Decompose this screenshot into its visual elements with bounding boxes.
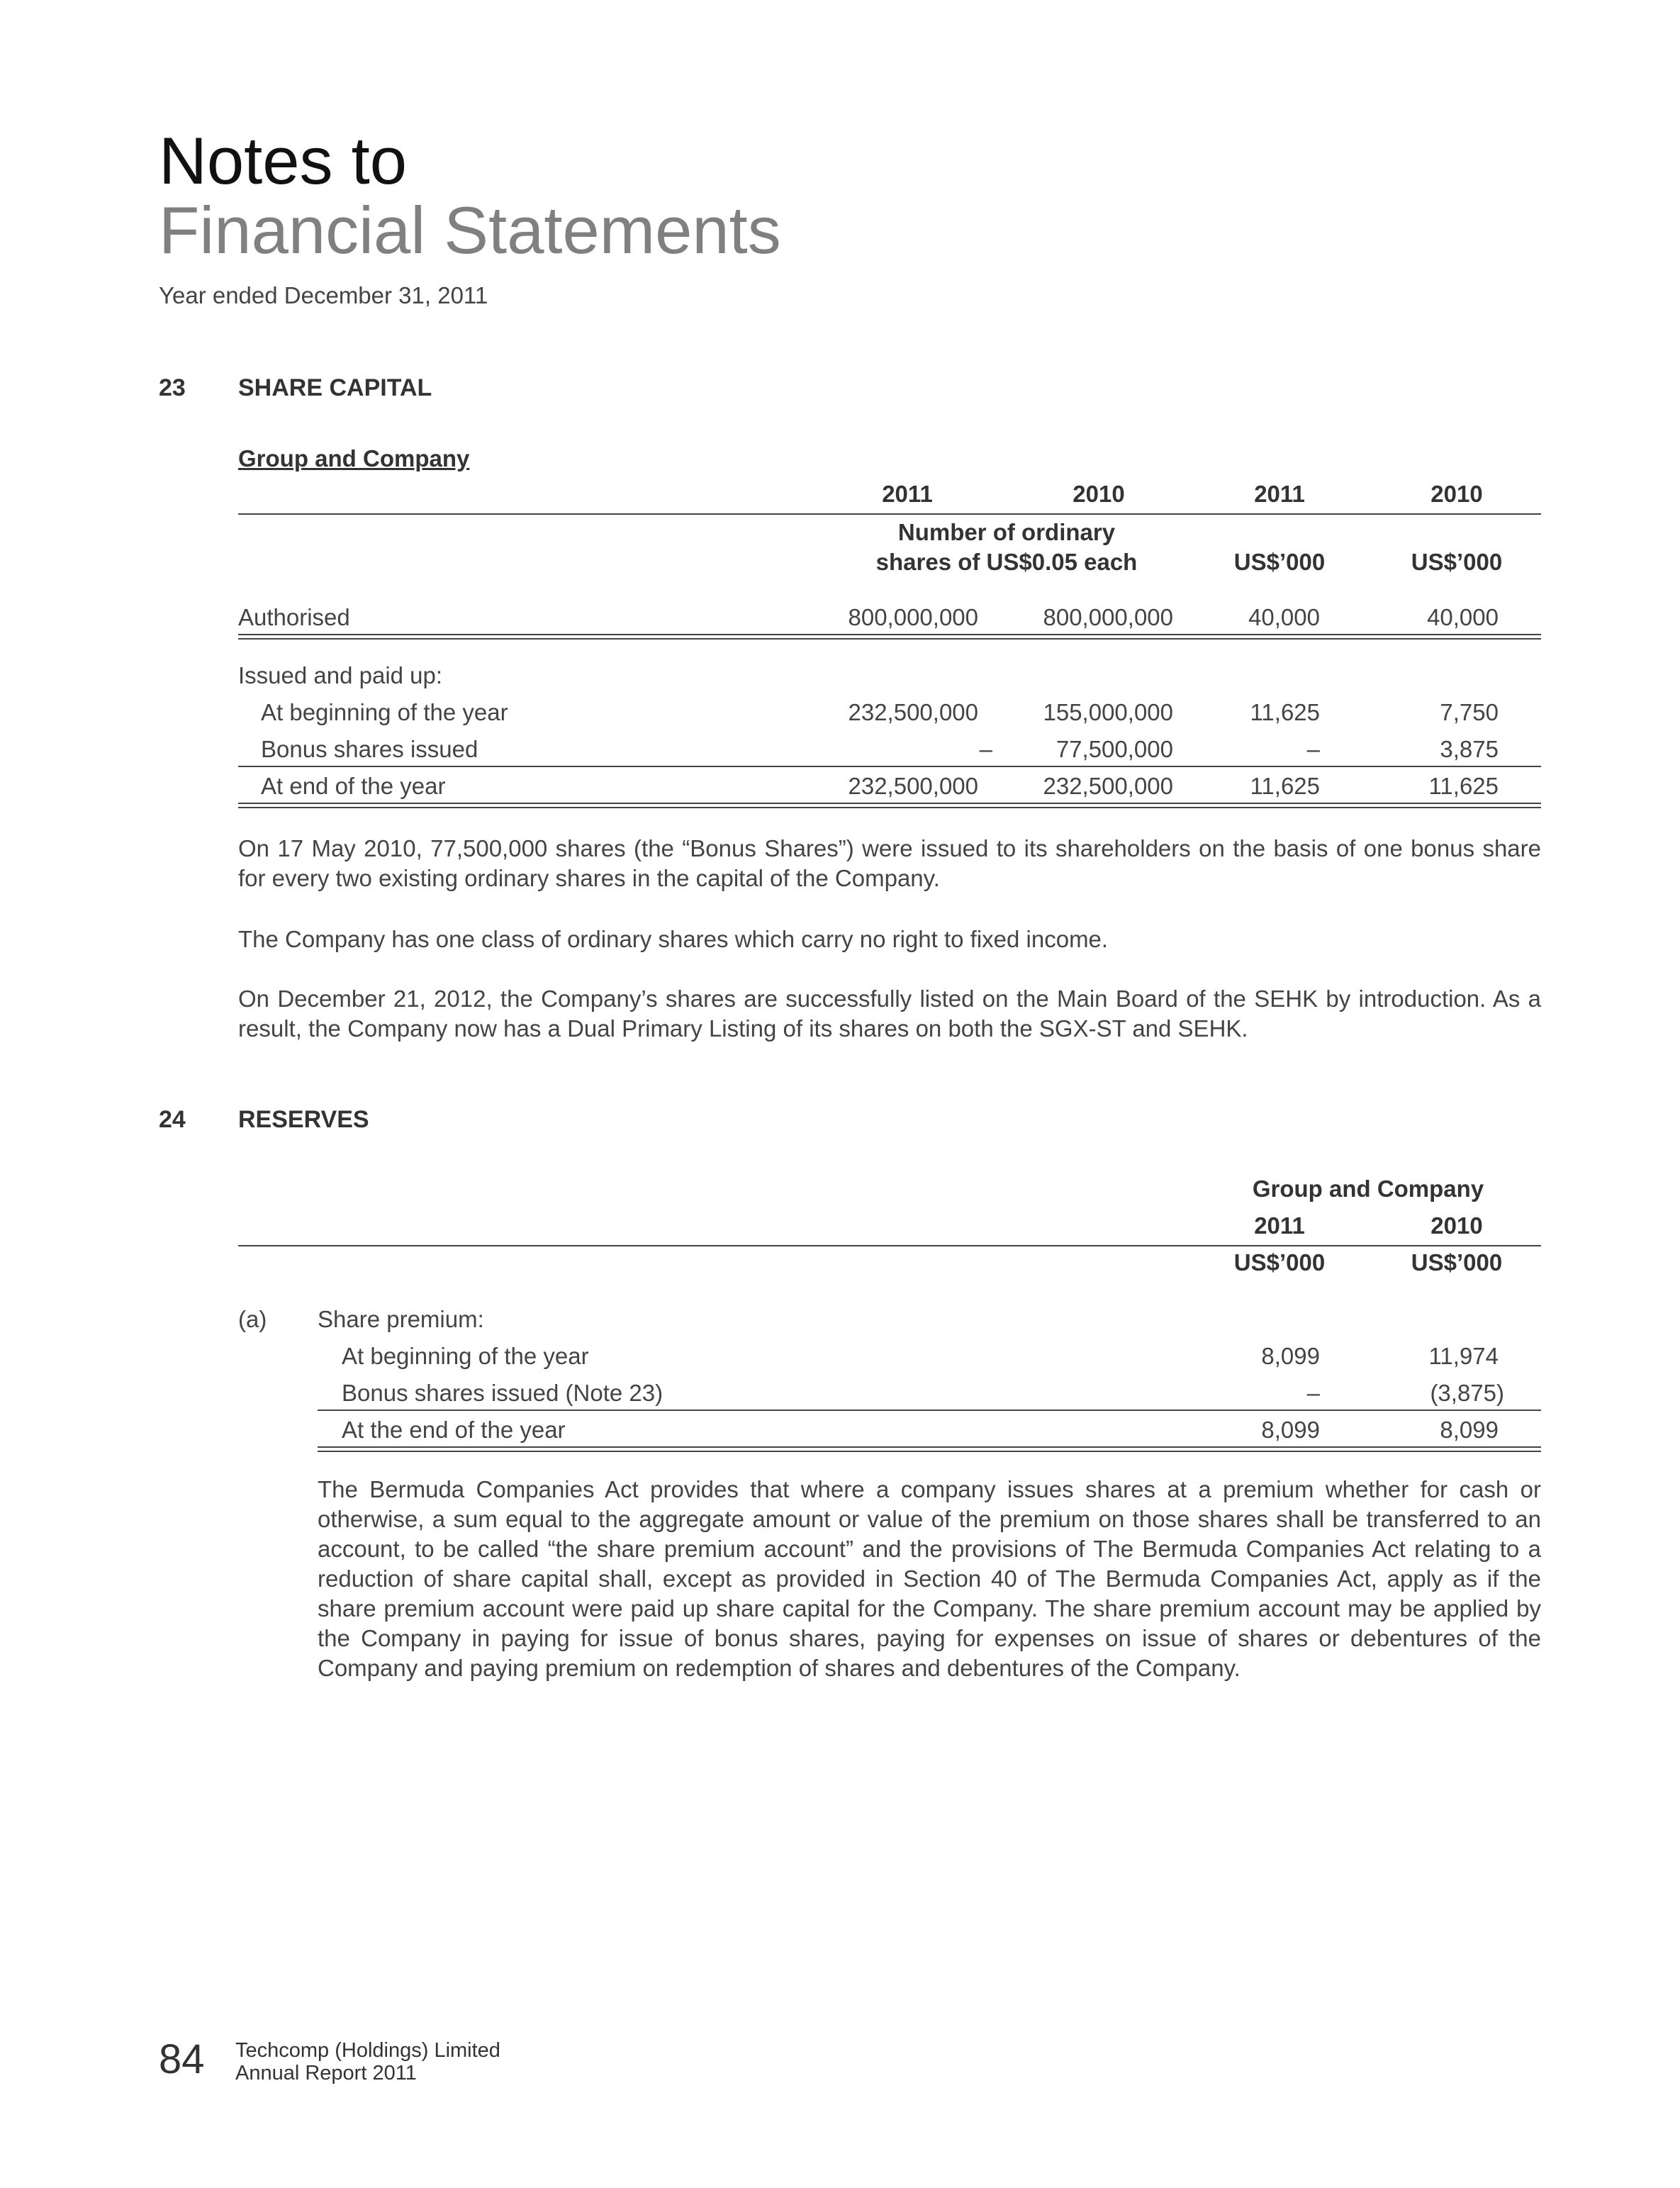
row-label: Bonus shares issued (Note 23) (342, 1380, 663, 1406)
cell-value: 232,500,000 (848, 699, 978, 725)
cell-value: 8,099 (1261, 1343, 1320, 1369)
row-label: At the end of the year (342, 1417, 566, 1443)
cell-value: 8,099 (1261, 1417, 1320, 1443)
footer-company: Techcomp (Holdings) Limited (235, 2039, 500, 2062)
col-year-usd-2011: 2011 (1254, 481, 1305, 507)
footer-text (235, 2039, 500, 2084)
total-double-rule (238, 803, 1541, 808)
row-label: At beginning of the year (261, 699, 508, 725)
share-capital-subheading: Group and Company (238, 445, 470, 471)
item-title: Share premium: (318, 1306, 484, 1332)
subtotal-rule (318, 1410, 1541, 1411)
cell-value: 11,974 (1428, 1343, 1499, 1369)
header-rule (238, 1245, 1541, 1246)
header-rule (238, 513, 1541, 515)
section-24-number: 24 (159, 1106, 186, 1133)
row-label: At beginning of the year (342, 1343, 589, 1369)
cell-value: 40,000 (1427, 604, 1499, 630)
cell-value: 77,500,000 (1055, 736, 1173, 762)
cell-value: (3,875) (1430, 1380, 1504, 1406)
unit-header-2010: US$’000 (1411, 1249, 1503, 1276)
unit-header-2011: US$’000 (1233, 1249, 1326, 1276)
ordinary-shares-paragraph: The Company has one class of ordinary shares which carry no right to fixed income. (238, 926, 1109, 952)
page-title-line1: Notes to (159, 123, 408, 198)
cell-value: 3,875 (1440, 736, 1499, 762)
double-rule (238, 634, 1541, 640)
bonus-shares-paragraph: On 17 May 2010, 77,500,000 shares (the “Bonus Shares”) were issued to its shareholders on the basis of one bonus share for every two existing ordinary shares in the capital of the Company. (238, 835, 1541, 891)
section-23-number: 23 (159, 374, 186, 401)
cell-value: – (1306, 736, 1320, 762)
row-label: Issued and paid up: (238, 662, 443, 688)
cell-value: 7,750 (1440, 699, 1499, 725)
cell-value: 11,625 (1250, 773, 1320, 799)
item-label: (a) (238, 1306, 267, 1332)
unit-header-2010: US$’000 (1411, 549, 1503, 575)
cell-value: 800,000,000 (848, 604, 978, 630)
cell-value: 155,000,000 (1043, 699, 1173, 725)
unit-header-2011: US$’000 (1233, 549, 1326, 575)
page-title-line2: Financial Statements (159, 193, 781, 267)
cell-value: 11,625 (1428, 773, 1499, 799)
cell-value: – (979, 736, 992, 762)
share-premium-paragraph: The Bermuda Companies Act provides that where a company issues shares at a premium whether for cash or otherwise, a sum equal to the aggregate amount or value of the premium on those shares shall be transferred to an account, to be called “the share premium account” and the provisions of The Bermuda Companies Act relating to a reduction of share capital shall, except as provided in Section 40 of The Bermuda Companies Act, apply as if the share premium account were paid up share capital for the Company. The share premium account may be applied by the Company in paying for issue of bonus shares, paying for expenses on issue of shares or debentures of the Company and paying premium on redemption of shares and debentures of the Company. (318, 1476, 1541, 1681)
cell-value: – (1306, 1380, 1320, 1406)
listing-paragraph: On December 21, 2012, the Company’s shares are successfully listed on the Main Board of the SEHK by introduction. As a result, the Company now has a Dual Primary Listing of its shares on both the SGX-ST and SEHK. (238, 986, 1541, 1042)
cell-value: 232,500,000 (1043, 773, 1173, 799)
cell-value: 11,625 (1250, 699, 1320, 725)
row-label: Authorised (238, 604, 350, 630)
shares-header-line2: shares of US$0.05 each (875, 549, 1138, 575)
section-23-title: SHARE CAPITAL (238, 374, 432, 401)
cell-value: 40,000 (1248, 604, 1320, 630)
section-24-title: RESERVES (238, 1106, 369, 1133)
col-year-2010: 2010 (1430, 1212, 1483, 1239)
subtotal-rule (238, 766, 1541, 767)
total-double-rule (318, 1446, 1541, 1452)
shares-header-line1: Number of ordinary (897, 519, 1116, 545)
col-year-2011: 2011 (1254, 1212, 1305, 1239)
page-number: 84 (159, 2036, 205, 2082)
cell-value: 800,000,000 (1043, 604, 1173, 630)
col-year-shares-2011: 2011 (882, 481, 933, 507)
cell-value: 232,500,000 (848, 773, 978, 799)
footer-report: Annual Report 2011 (235, 2062, 417, 2084)
row-label: Bonus shares issued (261, 736, 478, 762)
col-year-shares-2010: 2010 (1073, 481, 1125, 507)
cell-value: 8,099 (1440, 1417, 1499, 1443)
page-subtitle: Year ended December 31, 2011 (159, 282, 488, 308)
group-company-header: Group and Company (1252, 1176, 1484, 1202)
row-label: At end of the year (261, 773, 446, 799)
col-year-usd-2010: 2010 (1430, 481, 1483, 507)
